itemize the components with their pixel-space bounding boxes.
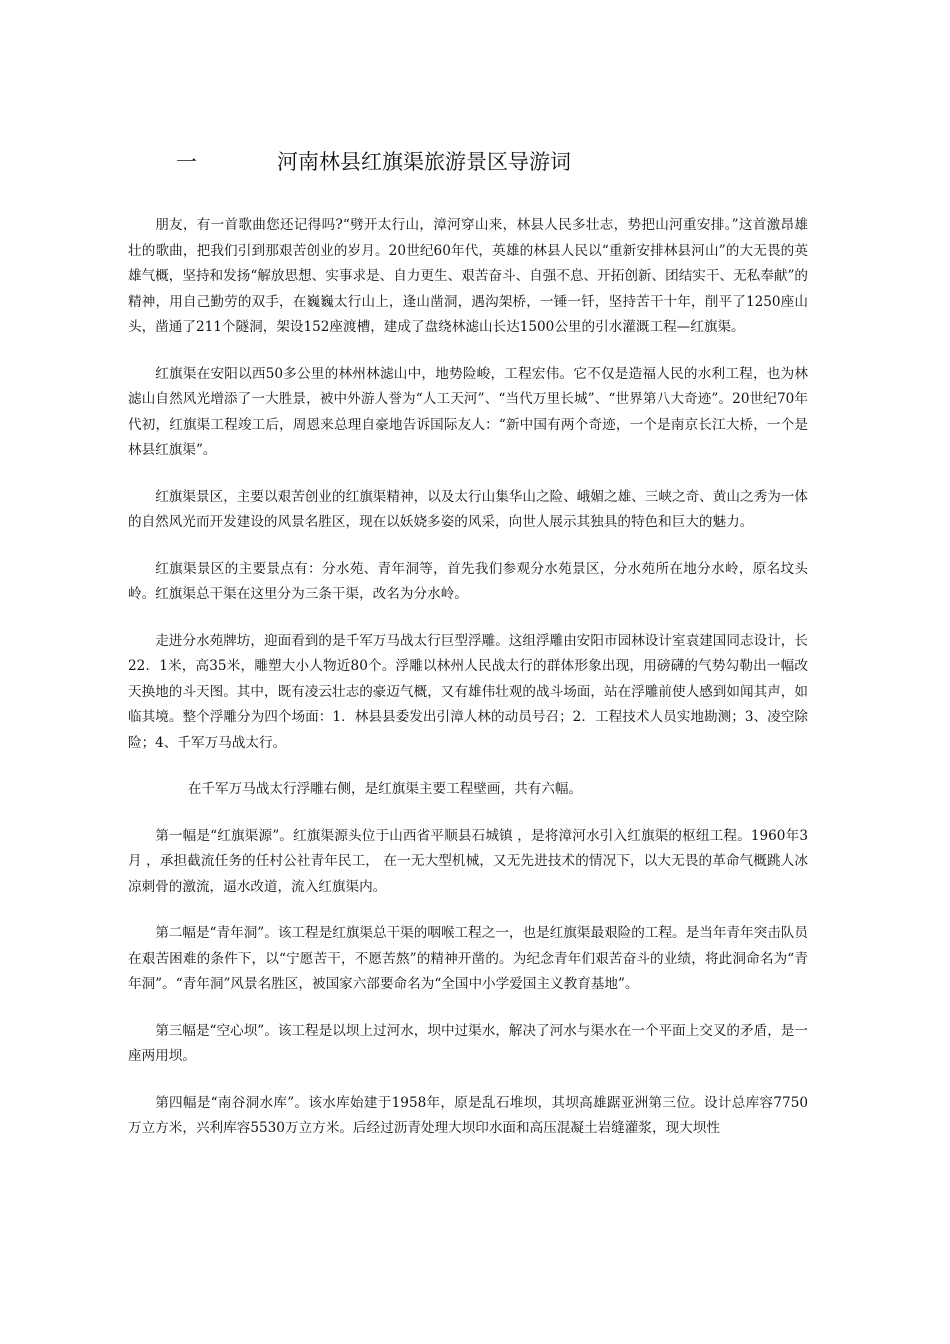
title-number: 一 bbox=[176, 150, 197, 174]
paragraph-mural-4: 第四幅是“南谷洞水库”。该水库始建于1958年，原是乱石堆坝，其坝高雄踞亚洲第三位。设计总库容7750万立方米，兴利库容5530万立方米。后经过沥青处理大坝印水面和高压混凝土岩缝灌浆，现大坝性 bbox=[128, 1094, 808, 1136]
paragraph-mural-2: 第二幅是“青年洞”。该工程是红旗渠总干渠的咽喉工程之一，也是红旗渠最艰险的工程。是当年青年突击队员在艰苦困难的条件下，以“宁愿苦干，不愿苦熬”的精神开凿的。为纪念青年们艰苦奋斗的业绩，将此洞命名为“青年洞”。“青年洞”风景名胜区，被国家六部要命名为“全国中小学爱国主义教育基地”。 bbox=[128, 925, 808, 992]
paragraph-relief: 走进分水苑牌坊，迎面看到的是千军万马战太行巨型浮雕。这组浮雕由安阳市园林设计室袁建国同志设计，长22．1米，高35米，雕塑大小人物近80个。浮雕以林州人民战太行的群体形象出现，用磅礴的气势勾勒出一幅改天换地的斗天图。其中，既有凌云壮志的豪迈气概，又有雄伟壮观的战斗场面，站在浮雕前使人感到如闻其声，如临其境。整个浮雕分为四个场面：1．林县县委发出引漳人林的动员号召；2．工程技术人员实地勘测；3、凌空除险；4、千军万马战太行。 bbox=[128, 632, 808, 751]
paragraph-mural-3: 第三幅是“空心坝”。该工程是以坝上过河水，坝中过渠水，解决了河水与渠水在一个平面上交叉的矛盾，是一座两用坝。 bbox=[128, 1022, 808, 1064]
title-text: 河南林县红旗渠旅游景区导游词 bbox=[277, 150, 571, 174]
paragraph-location: 红旗渠在安阳以西50多公里的林州林滤山中，地势险峻，工程宏伟。它不仅是造福人民的水利工程，也为林滤山自然风光增添了一大胜景，被中外游人誉为“人工天河”、“当代万里长城”、“世界第八大奇迹”。20世纪70年代初，红旗渠工程竣工后，周恩来总理自豪地告诉国际友人：“新中国有两个奇迹，一个是南京长江大桥，一个是林县红旗渠”。 bbox=[128, 365, 808, 458]
paragraph-mural-1: 第一幅是“红旗渠源”。红旗渠源头位于山西省平顺县石城镇 ，是将漳河水引入红旗渠的枢纽工程。1960年3月 ，承担截流任务的任村公社青年民工， 在一无大型机械，又无先进技术的情况下，以大无畏的革命气概跳人冰凉刺骨的激流，逼水改道，流入红旗渠内。 bbox=[128, 827, 808, 895]
document-title bbox=[176, 146, 776, 178]
document-body bbox=[128, 213, 808, 1163]
paragraph-murals: 在千军万马战太行浮雕右侧，是红旗渠主要工程壁画，共有六幅。 bbox=[187, 781, 583, 797]
paragraph-intro: 朋友，有一首歌曲您还记得吗?“劈开太行山，漳河穿山来，林县人民多壮志，势把山河重安排。”这首激昂雄壮的歌曲，把我们引到那艰苦创业的岁月。20世纪60年代，英雄的林县人民以“重新安排林县河山”的大无畏的英雄气概，坚持和发扬“解放思想、实事求是、自力更生、艰苦奋斗、自强不息、开拓创新、团结实干、无私奉献”的精神，用自己勤劳的双手，在巍巍太行山上，逢山凿洞，遇沟架桥，一锤一钎，坚持苦干十年，削平了1250座山头，凿通了211个隧洞，架设152座渡槽，建成了盘绕林滤山长达1500公里的引水灌溉工程—红旗渠。 bbox=[128, 217, 808, 335]
paragraph-main-spots: 红旗渠景区的主要景点有：分水苑、青年洞等，首先我们参观分水苑景区，分水苑所在地分水岭，原名坟头岭。红旗渠总干渠在这里分为三条干渠，改名为分水岭。 bbox=[128, 560, 808, 602]
paragraph-scenic-area: 红旗渠景区，主要以艰苦创业的红旗渠精神，以及太行山集华山之险、峨媚之雄、三峡之奇、黄山之秀为一体的自然风光而开发建设的风景名胜区，现在以妖娆多姿的风采，向世人展示其独具的特色和巨大的魅力。 bbox=[128, 488, 808, 530]
